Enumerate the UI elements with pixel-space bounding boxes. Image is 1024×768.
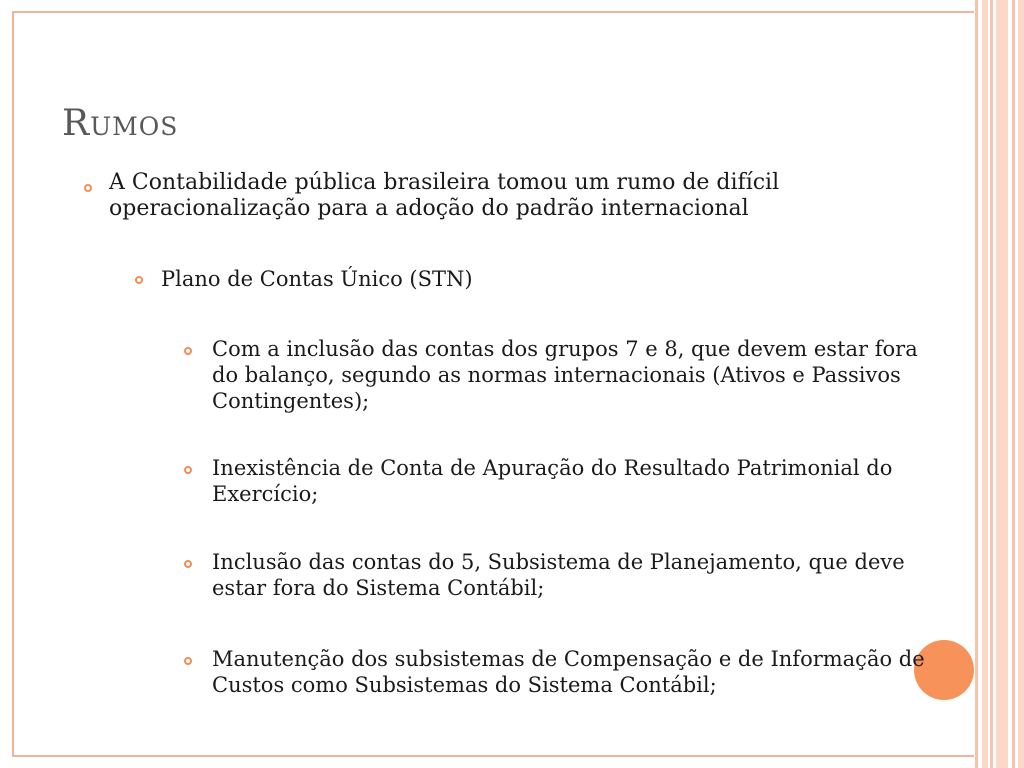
bullet-level-3 (0, 455, 1024, 510)
circle-bullet-icon (135, 276, 143, 284)
bullet-text: Plano de Contas Único (STN) (161, 267, 473, 291)
circle-bullet-icon (184, 466, 192, 474)
bullet-text: Manutenção dos subsistemas de Compensação e de Informação de Custos como Subsistemas do Sistema Contábil; (212, 647, 925, 697)
bullet-level-3 (0, 336, 1024, 416)
bullet-level-3 (0, 549, 1024, 604)
bullet-level-1 (0, 170, 1024, 230)
circle-bullet-icon (84, 184, 92, 192)
circle-bullet-icon (184, 657, 192, 665)
bullet-text: Inexistência de Conta de Apuração do Resultado Patrimonial do Exercício; (212, 456, 893, 506)
circle-bullet-icon (184, 347, 192, 355)
circle-bullet-icon (184, 560, 192, 568)
bullet-level-2 (0, 266, 1024, 296)
bullet-text: Com a inclusão das contas dos grupos 7 e 8, que devem estar fora do balanço, segundo as normas internacionais (Ativos e Passivos Contingentes); (212, 337, 918, 413)
slide-title: Rumos (62, 103, 179, 144)
bullet-text: A Contabilidade pública brasileira tomou um rumo de difícil operacionalização para a adoção do padrão internacional (109, 170, 780, 221)
bullet-text: Inclusão das contas do 5, Subsistema de Planejamento, que deve estar fora do Sistema Contábil; (212, 550, 905, 600)
bullet-level-3 (0, 646, 1024, 726)
